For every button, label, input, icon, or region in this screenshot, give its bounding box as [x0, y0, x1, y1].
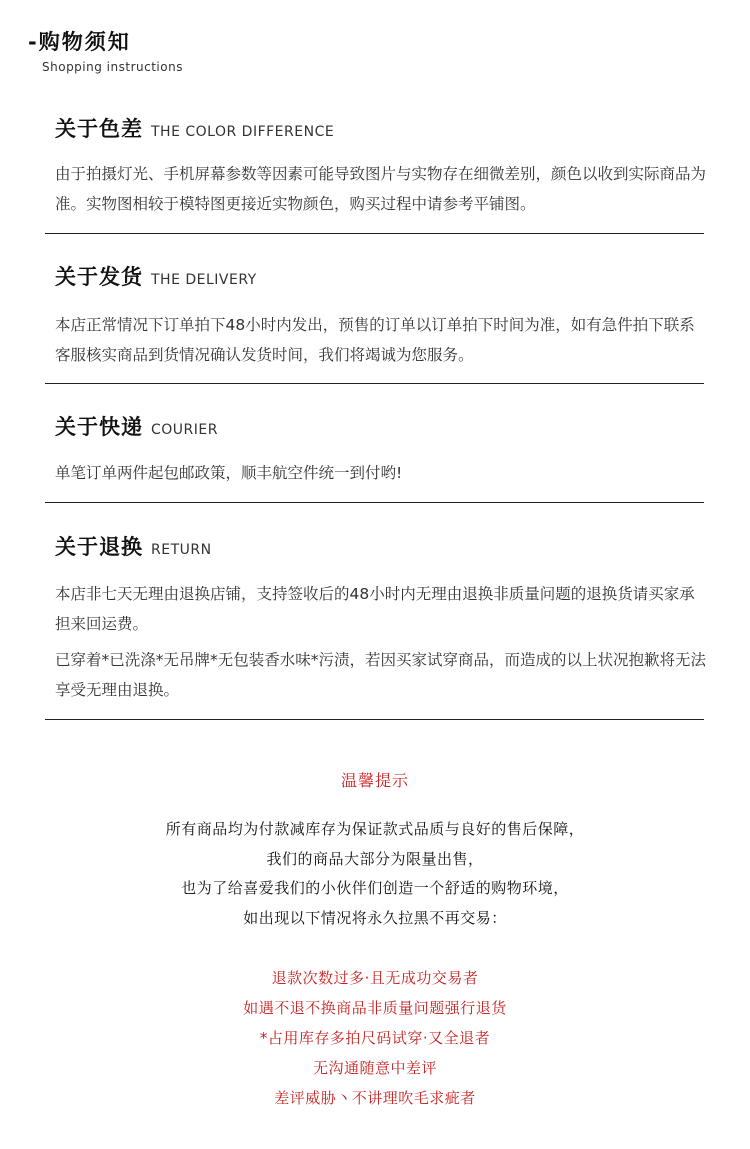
notice-blacklist: [0, 963, 750, 1113]
section-subtitle: RETURN: [151, 542, 212, 558]
section-courier: [45, 383, 704, 503]
section-text: 由于拍摄灯光、手机屏幕参数等因素可能导致图片与实物存在细微差别，颜色以收到实际商品为准。实物图相较于模特图更接近实物颜色，购买过程中请参考平铺图。: [55, 165, 707, 213]
blacklist-item: 如遇不退不换商品非质量问题强行退货: [243, 999, 507, 1017]
notice-line: 也为了给喜爱我们的小伙伴们创造一个舒适的购物环境，: [181, 879, 569, 897]
section-title: 关于退换: [55, 535, 143, 559]
section-subtitle: THE COLOR DIFFERENCE: [151, 124, 335, 140]
section-color-difference: [45, 105, 707, 234]
section-title: 关于发货: [55, 265, 143, 289]
page-subtitle: Shopping instructions: [42, 60, 183, 74]
section-subtitle: THE DELIVERY: [151, 272, 257, 288]
page-header: [28, 26, 183, 74]
notice-policy: [0, 815, 750, 933]
section-title: 关于色差: [55, 117, 143, 141]
section-delivery: [45, 233, 704, 384]
notice-line: 我们的商品大部分为限量出售，: [266, 849, 484, 868]
section-text: 单笔订单两件起包邮政策，顺丰航空件统一到付哟!: [55, 464, 403, 482]
section-title: 关于快递: [55, 415, 143, 439]
notice-line: 如出现以下情况将永久拉黑不再交易：: [243, 908, 507, 927]
blacklist-item: *占用库存多拍尺码试穿·又全退者: [259, 1029, 491, 1047]
section-text: 本店正常情况下订单拍下48小时内发出，预售的订单以订单拍下时间为准，如有急件拍下联系客服核实商品到货情况确认发货时间，我们将竭诚为您服务。: [55, 316, 695, 364]
blacklist-item: 差评威胁丶不讲理吹毛求疵者: [274, 1089, 476, 1107]
page-title: -购物须知: [28, 30, 131, 54]
notice-title: 温馨提示: [340, 771, 409, 790]
section-text: 本店非七天无理由退换店铺，支持签收后的48小时内无理由退换非质量问题的退换货请买家承担来回运费。: [55, 585, 695, 633]
section-return: [45, 502, 707, 720]
blacklist-item: 无沟通随意中差评: [312, 1059, 437, 1077]
section-subtitle: COURIER: [151, 422, 218, 438]
section-text: 已穿着*已洗涤*无吊牌*无包装香水味*污渍，若因买家试穿商品，而造成的以上状况抱歉将无法享受无理由退换。: [55, 651, 707, 699]
blacklist-item: 退款次数过多·且无成功交易者: [271, 969, 479, 987]
notice-line: 所有商品均为付款减库存为保证款式品质与良好的售后保障，: [165, 820, 585, 838]
